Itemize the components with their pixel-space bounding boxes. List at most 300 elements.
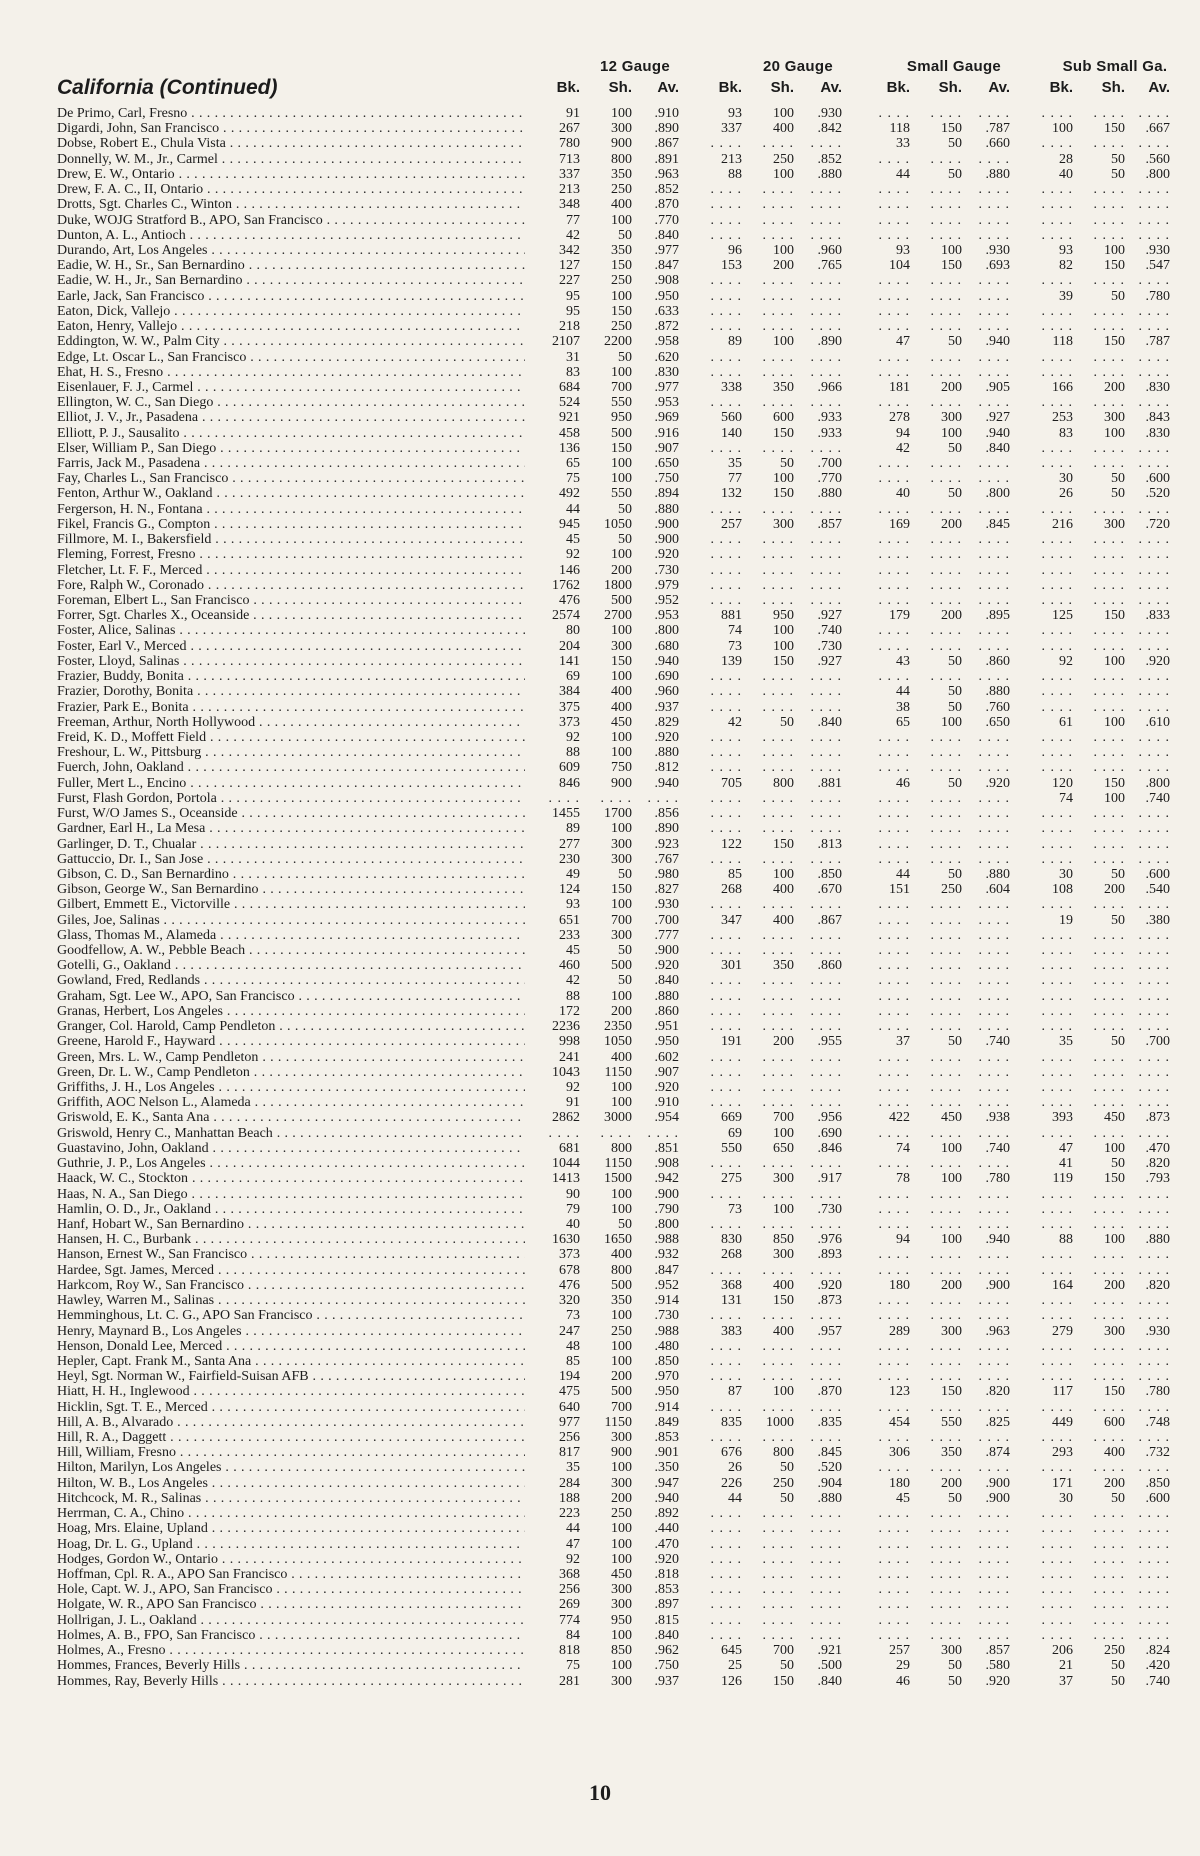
cell-20-bk: . . . . [710,197,742,213]
table-row [0,989,1200,1004]
cell-12-av: .897 [654,1597,679,1613]
cell-sub-av: .793 [1145,1171,1170,1187]
table-row [0,1460,1200,1475]
shooter-name: Fuerch, John, Oakland . . . [57,760,525,775]
cell-sub-sh: 150 [1104,121,1125,137]
cell-sm-bk: . . . . [878,273,910,289]
cell-12-sh: 350 [611,242,632,258]
cell-sm-bk: . . . . [878,1247,910,1263]
cell-sm-sh: 300 [941,1323,962,1339]
cell-12-sh: 1650 [604,1232,632,1248]
cell-sub-sh: . . . . [1093,1597,1125,1613]
cell-12-bk: 141 [559,653,580,669]
cell-12-av: .920 [654,1080,679,1095]
cell-sm-av: . . . . [978,623,1010,639]
cell-12-sh: 1050 [604,1034,632,1050]
cell-sub-sh: . . . . [1093,851,1125,867]
cell-12-sh: 1700 [604,806,632,822]
table-row [0,1597,1200,1612]
cell-sub-bk: . . . . [1041,1627,1073,1643]
cell-sm-sh: . . . . [930,1019,962,1035]
cell-20-av: . . . . [810,395,842,411]
cell-sub-bk: . . . . [1041,1353,1073,1369]
cell-sm-av: . . . . [978,1201,1010,1217]
cell-12-bk: 458 [559,425,580,441]
cell-20-av: .930 [817,106,842,121]
cell-sm-sh: 150 [941,1384,962,1400]
shooter-name: Ellington, W. C., San Diego . . . [57,395,525,410]
shooter-name: Griswold, E. K., Santa Ana . . . [57,1110,525,1125]
cell-20-sh: . . . . [762,532,794,548]
cell-20-sh: . . . . [762,1262,794,1278]
cell-20-sh: . . . . [762,501,794,517]
cell-20-bk: . . . . [710,1430,742,1446]
table-row [0,1263,1200,1278]
cell-sub-bk: 449 [1052,1414,1073,1430]
cell-sub-sh: . . . . [1093,1186,1125,1202]
table-row [0,1247,1200,1262]
table-row [0,1080,1200,1095]
cell-sm-bk: . . . . [878,927,910,943]
shooter-name: Holmes, A. B., FPO, San Francisco . . . [57,1628,525,1643]
cell-20-sh: 250 [773,151,794,167]
cell-20-sh: 100 [773,106,794,121]
cell-12-av: .952 [654,593,679,608]
cell-sm-av: .895 [985,608,1010,624]
cell-12-bk: 83 [566,364,580,380]
cell-20-av: .933 [817,425,842,441]
cell-sub-bk: 125 [1052,608,1073,624]
cell-sm-sh: 100 [941,425,962,441]
col-sm-sh: Sh. [938,79,962,96]
cell-sub-bk: . . . . [1041,1597,1073,1613]
cell-sub-bk: . . . . [1041,273,1073,289]
cell-sub-sh: 150 [1104,775,1125,791]
cell-20-sh: 300 [773,516,794,532]
cell-sm-av: . . . . [978,1156,1010,1172]
cell-20-bk: 705 [721,775,742,791]
cell-sm-bk: . . . . [878,1262,910,1278]
table-row [0,243,1200,258]
cell-12-sh: 100 [611,821,632,837]
cell-20-sh: 850 [773,1232,794,1248]
cell-20-sh: 100 [773,866,794,882]
cell-20-av: . . . . [810,364,842,380]
cell-sub-sh: 250 [1104,1643,1125,1659]
cell-sm-av: .800 [985,486,1010,502]
cell-sub-av: .830 [1145,379,1170,395]
cell-sub-sh: 150 [1104,334,1125,350]
cell-sub-bk: . . . . [1041,821,1073,837]
cell-sm-bk: 422 [889,1110,910,1126]
cell-sm-bk: 44 [896,866,910,882]
cell-20-bk: . . . . [710,1064,742,1080]
cell-sm-av: . . . . [978,912,1010,928]
cell-20-av: . . . . [810,699,842,715]
cell-12-bk: 1413 [552,1171,580,1187]
cell-sub-av: .740 [1145,790,1170,806]
cell-12-bk: 65 [566,456,580,472]
cell-sub-sh: 450 [1104,1110,1125,1126]
cell-sm-bk: 104 [889,258,910,274]
cell-sm-bk: 257 [889,1643,910,1659]
cell-sub-bk: . . . . [1041,1612,1073,1628]
cell-sub-bk: . . . . [1041,136,1073,152]
cell-sub-av: .780 [1145,1384,1170,1400]
shooter-name: Hoffman, Cpl. R. A., APO San Francisco . . . [57,1567,525,1582]
cell-20-bk: 85 [728,866,742,882]
cell-12-bk: 1762 [552,577,580,593]
cell-sm-av: . . . . [978,1567,1010,1582]
shooter-name: Drew, E. W., Ontario . . . [57,167,525,182]
cell-20-av: .881 [817,775,842,791]
table-row [0,928,1200,943]
cell-sub-bk: 100 [1052,121,1073,137]
cell-sm-av: .760 [985,699,1010,715]
cell-20-bk: . . . . [710,973,742,989]
cell-20-av: . . . . [810,273,842,289]
cell-sm-bk: 37 [896,1034,910,1050]
cell-12-av: .847 [654,258,679,274]
cell-12-av: .958 [654,334,679,350]
cell-12-bk: 846 [559,775,580,791]
cell-sub-sh: 100 [1104,714,1125,730]
cell-20-av: .921 [817,1643,842,1659]
cell-sm-sh: 100 [941,1140,962,1156]
cell-sub-sh: 300 [1104,1323,1125,1339]
cell-20-bk: 669 [721,1110,742,1126]
cell-20-bk: 268 [721,1247,742,1263]
cell-sm-bk: . . . . [878,638,910,654]
shooter-name: Hoag, Mrs. Elaine, Upland . . . [57,1521,525,1536]
cell-20-av: . . . . [810,1353,842,1369]
cell-12-av: .947 [654,1475,679,1491]
cell-sub-av: . . . . [1138,699,1170,715]
shooter-name: Furst, W/O James S., Oceanside . . . [57,806,525,821]
cell-20-bk: 550 [721,1140,742,1156]
cell-sm-av: . . . . [978,851,1010,867]
cell-12-sh: 2200 [604,334,632,350]
cell-sub-sh: 600 [1104,1414,1125,1430]
table-row [0,106,1200,121]
cell-sub-sh: . . . . [1093,227,1125,243]
cell-sm-bk: 43 [896,653,910,669]
cell-sub-av: . . . . [1138,806,1170,822]
cell-sub-av: . . . . [1138,1627,1170,1643]
table-row [0,1293,1200,1308]
cell-sub-bk: . . . . [1041,1216,1073,1232]
cell-12-av: .849 [654,1414,679,1430]
cell-20-sh: 650 [773,1140,794,1156]
cell-sm-sh: . . . . [930,973,962,989]
cell-sm-bk: . . . . [878,1338,910,1354]
cell-20-bk: . . . . [710,1399,742,1415]
cell-12-bk: 75 [566,471,580,487]
cell-20-sh: 400 [773,882,794,898]
cell-sm-sh: . . . . [930,927,962,943]
cell-12-sh: 100 [611,745,632,761]
cell-12-bk: 204 [559,638,580,654]
cell-20-sh: . . . . [762,547,794,563]
cell-12-av: .952 [654,1277,679,1293]
cell-12-bk: 1043 [552,1064,580,1080]
cell-12-sh: 950 [611,1612,632,1628]
cell-sub-av: .700 [1145,1034,1170,1050]
cell-12-sh: 1150 [604,1414,632,1430]
cell-sub-bk: . . . . [1041,988,1073,1004]
cell-sm-sh: . . . . [930,471,962,487]
cell-sm-bk: 94 [896,1232,910,1248]
cell-sub-av: . . . . [1138,1247,1170,1263]
cell-sub-bk: 30 [1059,471,1073,487]
cell-20-bk: . . . . [710,897,742,913]
cell-12-sh: 150 [611,303,632,319]
cell-20-bk: 93 [728,106,742,121]
cell-sm-bk: . . . . [878,1369,910,1385]
cell-20-av: .730 [817,638,842,654]
cell-20-av: .850 [817,866,842,882]
cell-12-sh: . . . . [600,790,632,806]
cell-12-av: .800 [654,623,679,639]
shooter-name: Fillmore, M. I., Bakersfield . . . [57,532,525,547]
cell-12-av: .937 [654,699,679,715]
cell-sm-bk: 47 [896,334,910,350]
cell-sm-bk: . . . . [878,1627,910,1643]
cell-20-sh: . . . . [762,806,794,822]
cell-sub-av: .600 [1145,1490,1170,1506]
cell-12-av: .940 [654,653,679,669]
cell-12-bk: 227 [559,273,580,289]
cell-12-sh: 700 [611,379,632,395]
group-small-gauge: Small Gauge [906,58,1002,75]
cell-20-sh: 700 [773,1643,794,1659]
cell-20-av: . . . . [810,1308,842,1324]
shooter-name: Gowland, Fred, Redlands . . . [57,973,525,988]
cell-sm-av: . . . . [978,227,1010,243]
cell-sm-sh: . . . . [930,562,962,578]
table-row [0,1537,1200,1552]
cell-sub-sh: . . . . [1093,1430,1125,1446]
cell-12-bk: 368 [559,1567,580,1582]
cell-20-bk: . . . . [710,577,742,593]
table-row [0,197,1200,212]
cell-20-bk: . . . . [710,1216,742,1232]
cell-sm-bk: . . . . [878,1582,910,1598]
cell-sm-av: .874 [985,1445,1010,1461]
cell-12-av: .953 [654,395,679,411]
cell-20-bk: . . . . [710,1156,742,1172]
table-row [0,1156,1200,1171]
cell-sm-bk: . . . . [878,623,910,639]
cell-sm-bk: . . . . [878,1567,910,1582]
cell-sm-av: . . . . [978,1003,1010,1019]
cell-20-bk: . . . . [710,851,742,867]
shooter-name: Hommes, Ray, Beverly Hills . . . [57,1674,525,1689]
table-row [0,1324,1200,1339]
cell-20-sh: 50 [780,1460,794,1476]
table-row [0,1202,1200,1217]
cell-20-bk: 835 [721,1414,742,1430]
cell-20-bk: . . . . [710,532,742,548]
shooter-name: Hollrigan, J. L., Oakland . . . [57,1613,525,1628]
cell-sub-av: . . . . [1138,1582,1170,1598]
table-row [0,623,1200,638]
cell-12-av: .940 [654,775,679,791]
cell-12-bk: 678 [559,1262,580,1278]
shooter-name: Haas, N. A., San Diego . . . [57,1187,525,1202]
table-row [0,730,1200,745]
cell-12-bk: 48 [566,1338,580,1354]
cell-sub-sh: . . . . [1093,1551,1125,1567]
cell-20-av: .920 [817,1277,842,1293]
cell-12-sh: 100 [611,456,632,472]
cell-20-av: .976 [817,1232,842,1248]
table-row [0,715,1200,730]
cell-sm-av: . . . . [978,790,1010,806]
table-row [0,837,1200,852]
cell-12-sh: 100 [611,1551,632,1567]
cell-20-bk: . . . . [710,1536,742,1552]
cell-sm-av: .940 [985,1232,1010,1248]
cell-12-av: .818 [654,1567,679,1582]
cell-sm-sh: 100 [941,714,962,730]
cell-sub-sh: . . . . [1093,440,1125,456]
cell-12-bk: 79 [566,1201,580,1217]
table-row [0,1369,1200,1384]
cell-sm-bk: . . . . [878,364,910,380]
cell-sub-av: .873 [1145,1110,1170,1126]
cell-sub-sh: . . . . [1093,1369,1125,1385]
cell-12-sh: 950 [611,410,632,426]
cell-20-av: .956 [817,1110,842,1126]
cell-20-sh: 700 [773,1110,794,1126]
cell-sm-sh: . . . . [930,1521,962,1537]
cell-sm-bk: 151 [889,882,910,898]
shooter-name: Eadie, W. H., Sr., San Bernardino . . . [57,258,525,273]
cell-sm-sh: . . . . [930,988,962,1004]
cell-20-av: . . . . [810,1186,842,1202]
cell-sub-av: . . . . [1138,943,1170,959]
cell-sm-av: . . . . [978,273,1010,289]
cell-20-sh: . . . . [762,988,794,1004]
cell-12-av: .916 [654,425,679,441]
cell-sub-av: .820 [1145,1156,1170,1172]
cell-sub-bk: . . . . [1041,760,1073,776]
cell-sub-bk: . . . . [1041,1019,1073,1035]
cell-12-sh: 900 [611,1445,632,1461]
cell-20-av: . . . . [810,1095,842,1111]
cell-sm-bk: 74 [896,1140,910,1156]
shooter-name: Hansen, H. C., Burbank . . . [57,1232,525,1247]
cell-20-av: .904 [817,1475,842,1491]
cell-12-av: . . . . [647,1125,679,1141]
col-sub-av: Av. [1148,79,1170,96]
cell-sub-av: . . . . [1138,440,1170,456]
shooter-name: Furst, Flash Gordon, Portola . . . [57,791,525,806]
cell-sub-sh: . . . . [1093,532,1125,548]
cell-12-sh: 350 [611,166,632,182]
cell-sub-av: . . . . [1138,227,1170,243]
cell-20-av: . . . . [810,1064,842,1080]
cell-20-bk: . . . . [710,1308,742,1324]
cell-sub-av: . . . . [1138,456,1170,472]
cell-12-av: .950 [654,1384,679,1400]
cell-sm-av: . . . . [978,212,1010,228]
cell-sub-av: . . . . [1138,1186,1170,1202]
cell-12-bk: 342 [559,242,580,258]
cell-12-bk: 95 [566,288,580,304]
shooter-name: Garlinger, D. T., Chualar . . . [57,837,525,852]
cell-sm-sh: . . . . [930,958,962,974]
cell-12-bk: 1455 [552,806,580,822]
cell-sm-av: . . . . [978,577,1010,593]
cell-20-sh: . . . . [762,1506,794,1522]
cell-12-sh: 100 [611,1658,632,1674]
cell-12-sh: 250 [611,182,632,198]
cell-20-sh: 300 [773,1171,794,1187]
table-row [0,669,1200,684]
cell-sm-sh: . . . . [930,197,962,213]
cell-20-sh: 50 [780,714,794,730]
cell-sub-av: .824 [1145,1643,1170,1659]
cell-sm-sh: 50 [948,1658,962,1674]
cell-20-sh: . . . . [762,136,794,152]
cell-sub-sh: 100 [1104,425,1125,441]
cell-sm-av: . . . . [978,745,1010,761]
cell-12-sh: 800 [611,1262,632,1278]
shooter-name: Glass, Thomas M., Alameda . . . [57,928,525,943]
cell-sub-sh: 200 [1104,882,1125,898]
cell-sub-av: .600 [1145,471,1170,487]
table-row [0,760,1200,775]
cell-20-av: . . . . [810,973,842,989]
cell-20-sh: . . . . [762,1049,794,1065]
cell-12-bk: 998 [559,1034,580,1050]
cell-12-bk: 85 [566,1353,580,1369]
cell-sub-sh: . . . . [1093,623,1125,639]
shooter-name: Frazier, Park E., Bonita . . . [57,700,525,715]
table-row [0,639,1200,654]
cell-sm-av: .927 [985,410,1010,426]
cell-12-av: .892 [654,1506,679,1522]
cell-sub-bk: . . . . [1041,212,1073,228]
cell-12-sh: 100 [611,212,632,228]
cell-20-av: . . . . [810,319,842,335]
cell-12-av: .812 [654,760,679,776]
shooter-name: Drotts, Sgt. Charles C., Winton . . . [57,197,525,212]
cell-sm-sh: . . . . [930,1064,962,1080]
cell-sub-bk: . . . . [1041,395,1073,411]
cell-sm-av: .905 [985,379,1010,395]
cell-20-sh: 350 [773,958,794,974]
cell-sm-av: .900 [985,1277,1010,1293]
cell-sub-av: . . . . [1138,349,1170,365]
cell-sub-bk: 82 [1059,258,1073,274]
cell-sm-av: . . . . [978,669,1010,685]
cell-12-av: .829 [654,714,679,730]
cell-12-av: .480 [654,1338,679,1354]
cell-12-sh: 1800 [604,577,632,593]
cell-12-bk: 241 [559,1049,580,1065]
cell-sm-av: .930 [985,242,1010,258]
cell-sub-av: . . . . [1138,212,1170,228]
table-row [0,1674,1200,1689]
cell-20-sh: . . . . [762,364,794,380]
table-row [0,608,1200,623]
cell-sub-bk: . . . . [1041,319,1073,335]
cell-20-sh: . . . . [762,1064,794,1080]
table-row [0,304,1200,319]
